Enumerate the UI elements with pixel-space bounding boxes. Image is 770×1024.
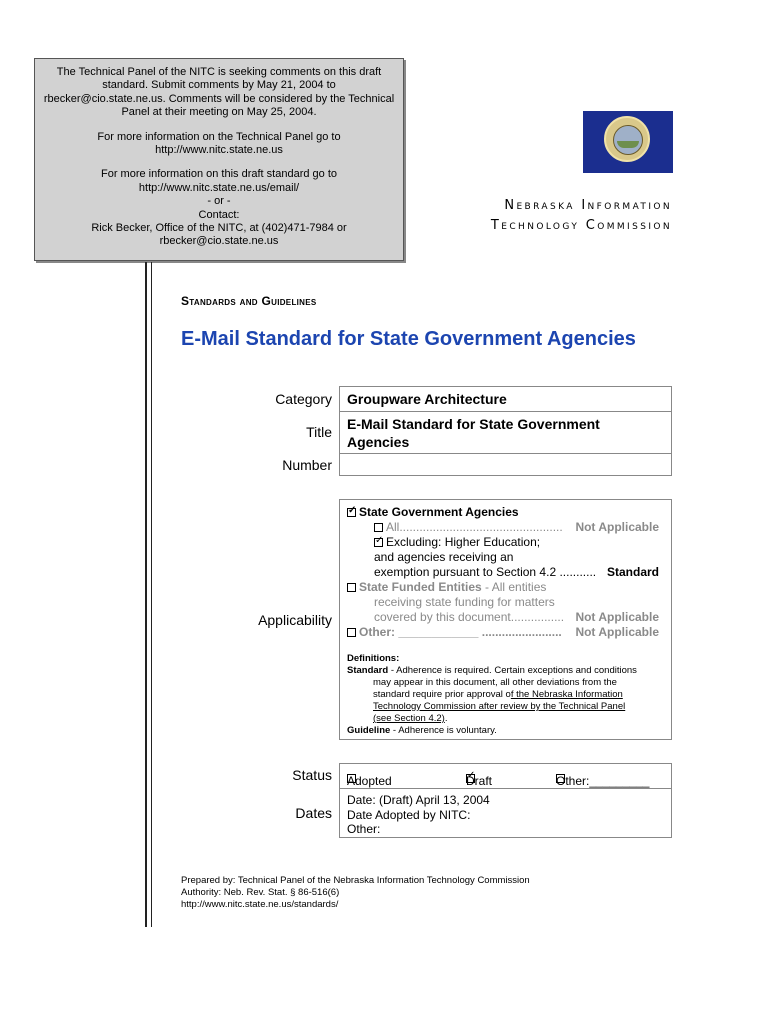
- notice-paragraph-3: For more information on this draft standard go to http://www.nitc.state.ne.us/email/ - or - Contact: Rick Becker, Office of the NITC, at (402)471-7984 or rbecker@cio.state.ne.us: [35, 168, 403, 248]
- excluding-checkbox[interactable]: [374, 538, 383, 547]
- section-heading: Standards and Guidelines: [181, 294, 317, 308]
- excluding-status-row: exemption pursuant to Section 4.2 ........... Standard: [374, 565, 659, 579]
- number-label: Number: [282, 457, 332, 473]
- other-row: Other: ____________ ........................ Not Applicable: [347, 625, 666, 640]
- email-standard-url[interactable]: http://www.nitc.state.ne.us/email/: [138, 181, 300, 194]
- status-label: Status: [292, 767, 332, 783]
- notice-paragraph-2: For more information on the Technical Panel go to http://www.nitc.state.ne.us: [35, 131, 403, 158]
- category-label: Category: [275, 391, 332, 407]
- sfe-checkbox[interactable]: [347, 583, 356, 592]
- sga-checkbox[interactable]: [347, 508, 356, 517]
- other-checkbox[interactable]: [347, 628, 356, 637]
- vertical-rule-thin: [151, 262, 152, 927]
- panel-url[interactable]: http://www.nitc.state.ne.us: [155, 144, 283, 157]
- excluding-row: ✓Excluding: Higher Education;: [374, 535, 540, 550]
- status-row: Adopted ✓ Draft Other:_________: [340, 764, 671, 789]
- sfe-status-row: covered by this document................ Not Applicable: [374, 610, 659, 624]
- contact-email[interactable]: rbecker@cio.state.ne.us: [159, 235, 279, 248]
- vertical-rule: [145, 262, 147, 927]
- document-info-table: [339, 386, 672, 476]
- footer: Prepared by: Technical Panel of the Nebraska Information Technology Commission Authority: Neb. Rev. Stat. § 86-516(6) http://www.nitc.state.ne.us/standards/: [181, 875, 530, 910]
- all-checkbox[interactable]: [374, 523, 383, 532]
- document-title: E-Mail Standard for State Government Agencies: [181, 328, 636, 350]
- comment-notice-box: [34, 58, 404, 261]
- commission-name: Nebraska Information Technology Commission: [490, 198, 672, 233]
- applicability-label: Applicability: [258, 612, 332, 628]
- state-seal-icon: [604, 116, 650, 162]
- dates-values: Date: (Draft) April 13, 2004 Date Adopted by NITC: Other:: [347, 793, 490, 837]
- title-label: Title: [306, 424, 332, 440]
- standards-url[interactable]: http://www.nitc.state.ne.us/standards/: [181, 899, 339, 910]
- category-value: Groupware Architecture: [340, 387, 671, 412]
- title-value: E-Mail Standard for State Government Agencies: [340, 412, 671, 454]
- number-value: [340, 454, 671, 475]
- dates-label: Dates: [295, 805, 332, 821]
- definitions: Definitions: Standard - Adherence is required. Certain exceptions and conditions may appear in this document, all other deviations from the standard require prior approval of the Nebraska Information Technology Commission after review by the Technical Panel (see Section 4.2). Guideline - Adherence is voluntary.: [347, 653, 637, 736]
- sfe-row: State Funded Entities - All entities: [347, 580, 546, 595]
- all-row: All................................................. Not Applicable: [374, 520, 666, 535]
- applicability-table: ✓State Government Agencies All................................................. Not Applicable ✓Excluding: Higher Education; and agencies receiving an exemption pursuant to Section 4.2 ........... Standard State Funded Entities - All entities receiving state funding for matters covered by this document................ Not Applicable Other: ____________ ........................ Not Applicable Definitions: Standard - Adherence is required. Certain exceptions and conditions may appear in this document, all other deviations from the standard require prior approval of the Nebraska Information Technology Commission after review by the Technical Panel (see Section 4.2). Guideline - Adherence is voluntary.: [339, 499, 672, 740]
- status-dates-table: [339, 763, 672, 838]
- sga-row: ✓State Government Agencies: [347, 505, 519, 520]
- notice-paragraph-1: The Technical Panel of the NITC is seeking comments on this draft standard. Submit comments by May 21, 2004 to rbecker@cio.state.ne.us. Comments will be considered by the Technical Panel at their meeting on May 25, 2004.: [43, 66, 395, 119]
